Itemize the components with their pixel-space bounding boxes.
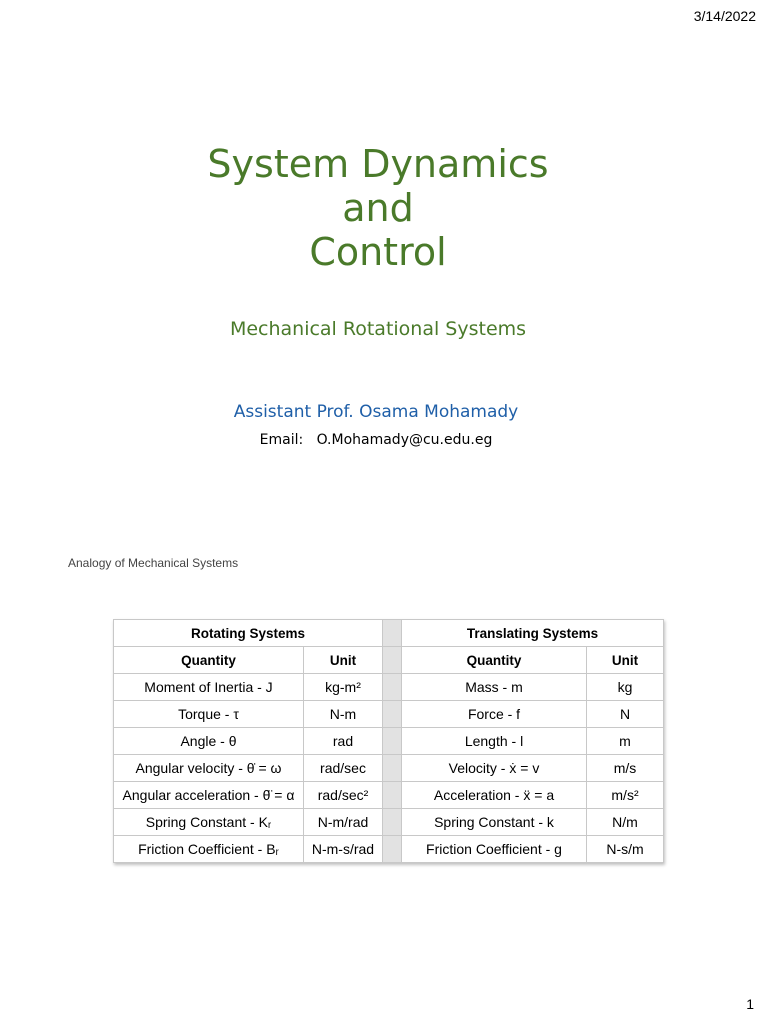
table-cell: N	[587, 701, 664, 728]
table-cell: N-m/rad	[304, 809, 383, 836]
table-row	[114, 755, 664, 782]
table-divider	[383, 836, 402, 863]
column-header: Quantity	[114, 647, 304, 674]
table-cell: rad/sec²	[304, 782, 383, 809]
table-cell: Spring Constant - Kᵣ	[114, 809, 304, 836]
author-name: Assistant Prof. Osama Mohamady	[233, 402, 519, 422]
table-caption: Analogy of Mechanical Systems	[68, 556, 239, 570]
table-cell: kg-m²	[304, 674, 383, 701]
analogy-table	[113, 619, 664, 863]
column-header-row	[114, 647, 664, 674]
column-header: Unit	[304, 647, 383, 674]
group-header-row	[114, 620, 664, 647]
table-cell: m/s	[587, 755, 664, 782]
email-line	[0, 432, 752, 448]
table-divider	[383, 755, 402, 782]
table-divider	[383, 620, 402, 647]
table-cell: Force - f	[402, 701, 587, 728]
group-header-rotating: Rotating Systems	[114, 620, 383, 647]
email-address: O.Mohamady@cu.edu.eg	[316, 432, 493, 448]
table-row	[114, 782, 664, 809]
table-row	[114, 809, 664, 836]
table-cell: Angle - θ	[114, 728, 304, 755]
slide-title	[0, 142, 756, 274]
table-row	[114, 728, 664, 755]
slide-date: 3/14/2022	[693, 8, 756, 24]
table-cell: Angular velocity - θ̇ = ω	[114, 755, 304, 782]
table-cell: rad	[304, 728, 383, 755]
table-cell: N-m	[304, 701, 383, 728]
table-cell: N-m-s/rad	[304, 836, 383, 863]
table-divider	[383, 809, 402, 836]
title-line-2: and	[342, 186, 414, 230]
table-cell: Mass - m	[402, 674, 587, 701]
table-cell: Friction Coefficient - g	[402, 836, 587, 863]
table-cell: Length - l	[402, 728, 587, 755]
table-divider	[383, 647, 402, 674]
table-row	[114, 674, 664, 701]
page-number: 1	[746, 996, 754, 1012]
table-row	[114, 701, 664, 728]
table-body	[114, 674, 664, 863]
column-header: Quantity	[402, 647, 587, 674]
title-line-3: Control	[309, 230, 447, 274]
table-divider	[383, 728, 402, 755]
table-divider	[383, 674, 402, 701]
table-divider	[383, 782, 402, 809]
table-cell: Spring Constant - k	[402, 809, 587, 836]
table-cell: Moment of Inertia - J	[114, 674, 304, 701]
column-header: Unit	[587, 647, 664, 674]
table-cell: Acceleration - ẍ = a	[402, 782, 587, 809]
table-cell: Velocity - ẋ = v	[402, 755, 587, 782]
table-divider	[383, 701, 402, 728]
table-cell: kg	[587, 674, 664, 701]
table-cell: m/s²	[587, 782, 664, 809]
email-label: Email:	[259, 432, 304, 448]
group-header-translating: Translating Systems	[402, 620, 664, 647]
title-line-1: System Dynamics	[207, 142, 549, 186]
table-cell: m	[587, 728, 664, 755]
table-cell: N/m	[587, 809, 664, 836]
table-cell: Friction Coefficient - Bᵣ	[114, 836, 304, 863]
table-cell: Torque - τ	[114, 701, 304, 728]
table-row	[114, 836, 664, 863]
table-cell: Angular acceleration - θ̈ = α	[114, 782, 304, 809]
slide-subtitle: Mechanical Rotational Systems	[229, 318, 527, 340]
table-cell: rad/sec	[304, 755, 383, 782]
table-cell: N-s/m	[587, 836, 664, 863]
